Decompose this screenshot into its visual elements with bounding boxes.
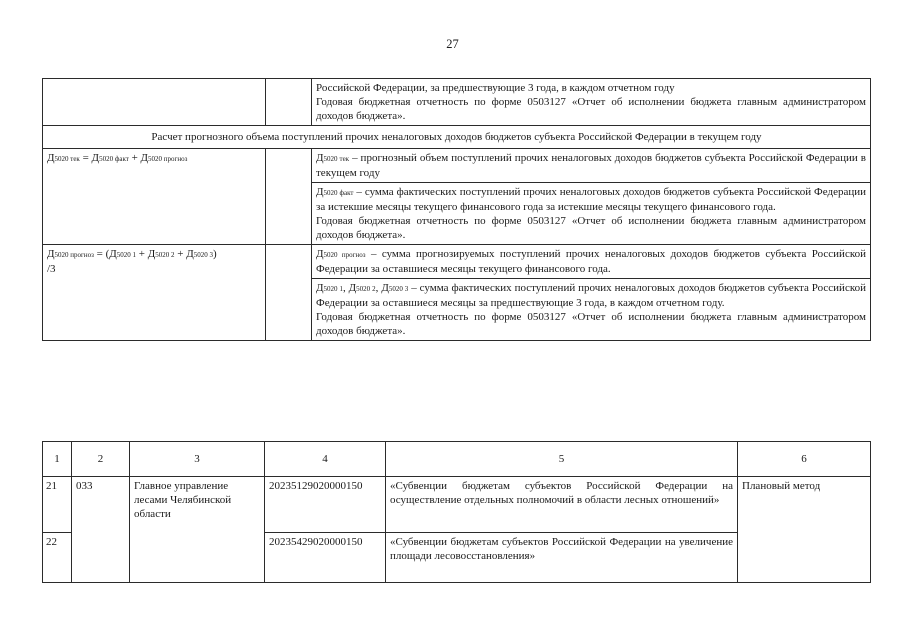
definition-text: Д5020 1, Д5020 2, Д5020 3 – сумма фактических поступлений прочих неналоговых доходов бюджетов субъекта Российской Федерации за оставшиеся месяцы за предшествующие 3 года, в каждом отчетном году. [316, 282, 866, 309]
formula-cell [43, 79, 266, 126]
table-row [43, 149, 871, 183]
description-text: Российской Федерации, за предшествующие 3 года, в каждом отчетном году [316, 82, 675, 94]
spacer-cell [266, 149, 312, 245]
revenue-table [42, 441, 871, 583]
description-cell: Д5020 тек – прогнозный объем поступлений прочих неналоговых доходов бюджетов субъекта Российской Федерации в текущем году [312, 149, 871, 183]
description-cell [312, 279, 871, 341]
section-title-row [43, 126, 871, 149]
page-number: 27 [446, 37, 459, 51]
methodology-table [42, 78, 871, 341]
kbk-code: 20235429020000150 [265, 533, 386, 583]
formula-cell [43, 149, 266, 245]
table-row [43, 477, 871, 533]
kbk-code: 20235129020000150 [265, 477, 386, 533]
revenue-name: «Субвенции бюджетам субъектов Российской Федерации на увеличение площади лесовосстановления» [386, 533, 738, 583]
column-header: 5 [386, 442, 738, 477]
source-text: Годовая бюджетная отчетность по форме 0503127 «Отчет об исполнении бюджета главным администратором доходов бюджета». [316, 311, 866, 337]
formula-current-year: Д5020 тек = Д5020 факт + Д5020 прогноз [47, 152, 188, 164]
column-header: 3 [130, 442, 265, 477]
definition-text: – прогнозный объем поступлений прочих неналоговых доходов бюджетов субъекта Российской Федерации в текущем году [316, 152, 866, 179]
header-row [43, 442, 871, 477]
formula-forecast: Д5020 прогноз = (Д5020 1 + Д5020 2 + Д5020 3) /3 [47, 248, 217, 275]
column-header: 2 [72, 442, 130, 477]
revenue-name: «Субвенции бюджетам субъектов Российской Федерации на осуществление отдельных полномочий в области лесных отношений» [386, 477, 738, 533]
table-row [43, 79, 871, 126]
definition-text: Д5020 факт – сумма фактических поступлений прочих неналоговых доходов бюджетов субъекта Российской Федерации за истекшие месяцы текущего финансового года за истекшие месяцы текущего финансового года. [316, 186, 866, 213]
section-title: Расчет прогнозного объема поступлений прочих неналоговых доходов бюджетов субъекта Российской Федерации в текущем году [43, 126, 871, 149]
spacer-cell [266, 245, 312, 341]
description-cell [312, 79, 871, 126]
description-cell: Д5020 прогноз – сумма прогнозируемых поступлений прочих неналоговых доходов бюджетов субъекта Российской Федерации за оставшиеся месяцы текущего финансового года. [312, 245, 871, 279]
column-header: 6 [738, 442, 871, 477]
definition-text: – сумма прогнозируемых поступлений прочих неналоговых доходов бюджетов субъекта Российской Федерации за оставшиеся месяцы текущего финансового года. [316, 248, 866, 275]
table-row [43, 245, 871, 279]
row-number: 21 [43, 477, 72, 533]
admin-code: 033 [72, 477, 130, 583]
source-text: Годовая бюджетная отчетность по форме 0503127 «Отчет об исполнении бюджета главным администратором доходов бюджета». [316, 96, 866, 122]
row-number: 22 [43, 533, 72, 583]
calculation-method: Плановый метод [738, 477, 871, 583]
source-text: Годовая бюджетная отчетность по форме 0503127 «Отчет об исполнении бюджета главным администратором доходов бюджета». [316, 215, 866, 241]
formula-cell [43, 245, 266, 341]
column-header: 4 [265, 442, 386, 477]
column-header: 1 [43, 442, 72, 477]
spacer-cell [266, 79, 312, 126]
description-cell [312, 183, 871, 245]
admin-name: Главное управление лесами Челябинской области [130, 477, 265, 583]
